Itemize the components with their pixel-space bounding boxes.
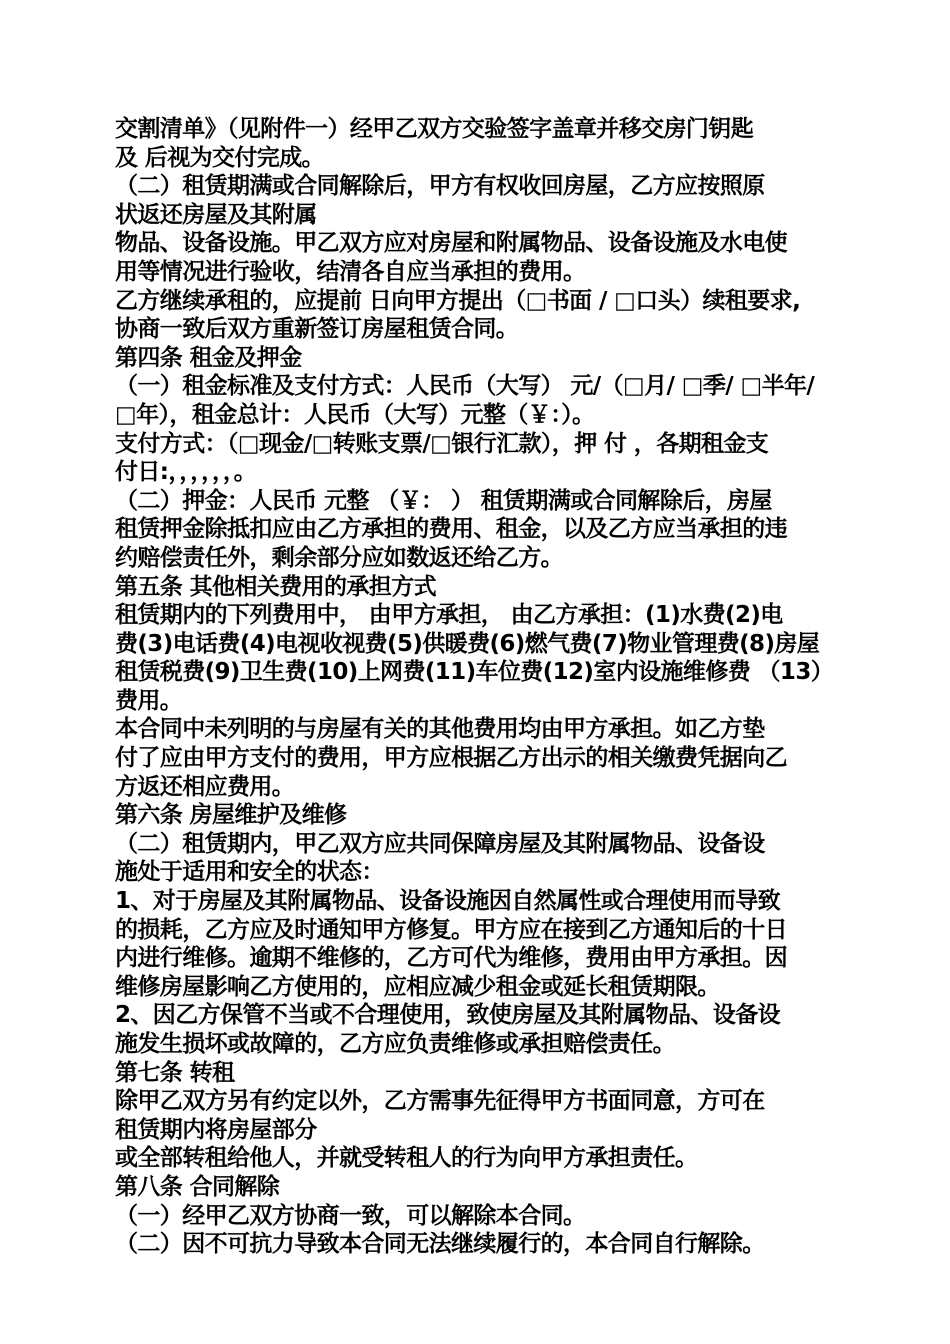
text-line: 方返还相应费用。	[115, 773, 295, 800]
section-heading: 第七条 转租	[115, 1059, 235, 1086]
section-heading: 第四条 租金及押金	[115, 344, 302, 371]
text-line: 的损耗，乙方应及时通知甲方修复。甲方应在接到乙方通知后的十日	[115, 916, 788, 943]
text-line: 付了应由甲方支付的费用，甲方应根据乙方出示的相关缴费凭据向乙	[115, 745, 788, 772]
text-line: 物品、设备设施。甲乙双方应对房屋和附属物品、设备设施及水电使	[115, 230, 788, 257]
text-line: 支付方式：（□现金/□转账支票/□银行汇款），押 付 ，各期租金支	[115, 430, 769, 457]
text-line: （二）因不可抗力导致本合同无法继续履行的，本合同自行解除。	[115, 1231, 765, 1258]
text-line: 租赁期内的下列费用中， 由甲方承担， 由乙方承担：(1)水费(2)电	[115, 602, 783, 629]
text-line: 租赁期内将房屋部分	[115, 1116, 317, 1143]
text-line: 付日:，，，，，，。	[115, 459, 257, 486]
text-line: 约赔偿责任外，剩余部分应如数返还给乙方。	[115, 544, 564, 571]
text-line: （二）租赁期满或合同解除后，甲方有权收回房屋，乙方应按照原	[115, 173, 765, 200]
text-line: □年），租金总计：人民币（大写）元整（￥：）。	[115, 401, 595, 428]
text-line: （二）押金：人民币 元整 （￥： ） 租赁期满或合同解除后，房屋	[115, 487, 772, 514]
text-line: 维修房屋影响乙方使用的，应相应减少租金或延长租赁期限。	[115, 973, 720, 1000]
text-line: 协商一致后双方重新签订房屋租赁合同。	[115, 316, 519, 343]
text-line: 费用。	[115, 687, 183, 714]
section-heading: 第六条 房屋维护及维修	[115, 802, 347, 829]
text-line: 1、对于房屋及其附属物品、设备设施因自然属性或合理使用而导致	[115, 888, 781, 915]
text-line: 状返还房屋及其附属	[115, 201, 317, 228]
text-line: 除甲乙双方另有约定以外，乙方需事先征得甲方书面同意，方可在	[115, 1088, 765, 1115]
text-line: 内进行维修。逾期不维修的，乙方可代为维修，费用由甲方承担。因	[115, 945, 788, 972]
text-line: 乙方继续承租的，应提前 日向甲方提出（□书面 / □口头）续租要求,	[115, 287, 801, 314]
text-line: 2、因乙方保管不当或不合理使用，致使房屋及其附属物品、设备设	[115, 1002, 781, 1029]
text-line: 费(3)电话费(4)电视收视费(5)供暖费(6)燃气费(7)物业管理费(8)房屋	[115, 630, 820, 657]
text-line: 本合同中未列明的与房屋有关的其他费用均由甲方承担。如乙方垫	[115, 716, 765, 743]
text-line: 及 后视为交付完成。	[115, 144, 325, 171]
text-line: 用等情况进行验收，结清各自应当承担的费用。	[115, 258, 586, 285]
text-line: 施发生损坏或故障的，乙方应负责维修或承担赔偿责任。	[115, 1031, 676, 1057]
text-line: 租赁税费(9)卫生费(10)上网费(11)车位费(12)室内设施维修费 （13）	[115, 659, 834, 686]
text-line: 施处于适用和安全的状态：	[115, 859, 384, 886]
text-line: （一）租金标准及支付方式：人民币（大写） 元/（□月/ □季/ □半年/	[115, 373, 815, 400]
section-heading: 第五条 其他相关费用的承担方式	[115, 573, 437, 600]
text-line: （二）租赁期内，甲乙双方应共同保障房屋及其附属物品、设备设	[115, 830, 765, 857]
text-line: 或全部转租给他人，并就受转租人的行为向甲方承担责任。	[115, 1145, 698, 1172]
section-heading: 第八条 合同解除	[115, 1173, 280, 1200]
text-line: 交割清单》（见附件一）经甲乙双方交验签字盖章并移交房门钥匙	[115, 116, 754, 142]
contract-text-body	[115, 115, 835, 1259]
text-line: 租赁押金除抵扣应由乙方承担的费用、租金，以及乙方应当承担的违	[115, 516, 788, 543]
text-line: （一）经甲乙双方协商一致，可以解除本合同。	[115, 1202, 586, 1229]
